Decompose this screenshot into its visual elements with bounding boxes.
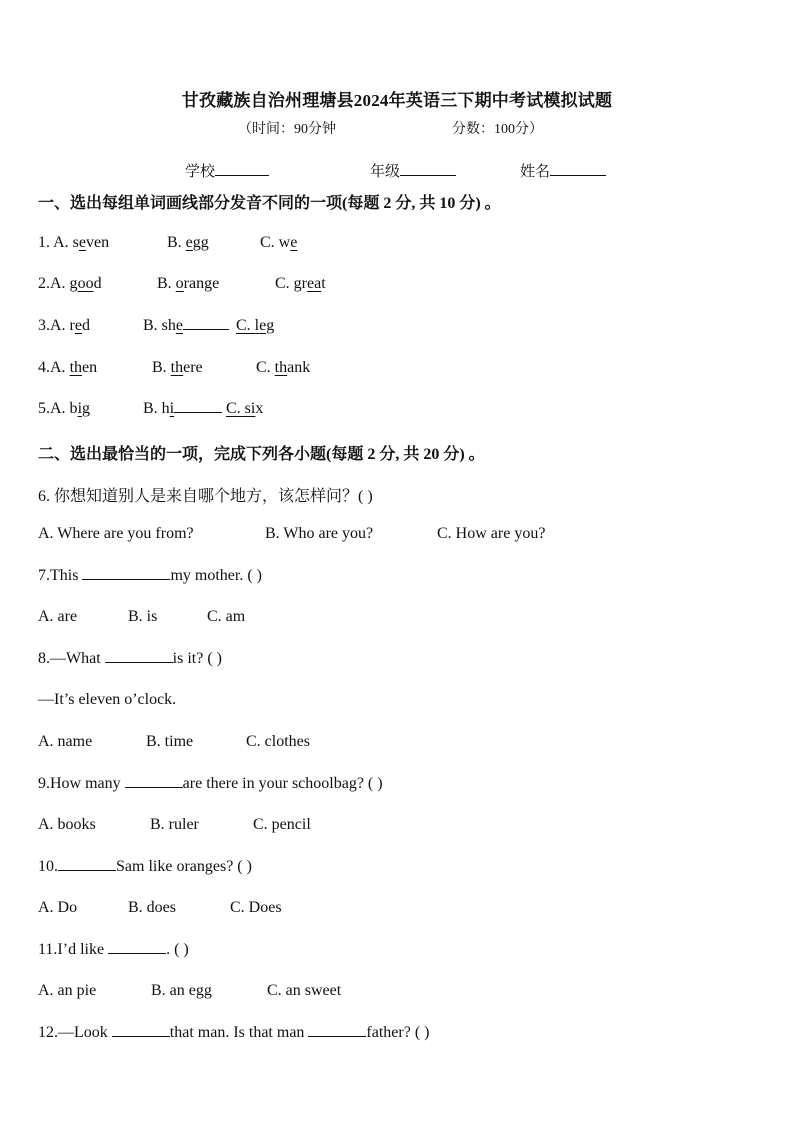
q8-post: is it? ( ) — [172, 650, 222, 667]
q5-gap-line — [174, 400, 222, 413]
q4-b-prefix: B. — [152, 359, 171, 376]
question-4-c — [256, 359, 310, 377]
q12-blank-1 — [112, 1024, 170, 1037]
q8-pre: 8.—What — [38, 650, 105, 667]
question-9-option-a: A. books — [38, 816, 96, 833]
question-3-b — [143, 317, 229, 335]
q5-a-underlined: i — [77, 400, 83, 417]
q2-a-underlined: oo — [77, 275, 94, 292]
question-3-c — [236, 317, 274, 335]
question-7-option-c: C. am — [207, 608, 246, 625]
q5-c-prefix: C. s — [226, 400, 251, 417]
question-11-option-c: C. an sweet — [267, 982, 342, 999]
grade-blank — [400, 161, 456, 176]
q5-prefix: 5.A. b — [38, 400, 78, 417]
q10-post: Sam like oranges? ( ) — [116, 858, 252, 875]
q2-c-rest: t — [321, 275, 326, 292]
q4-a-underlined: th — [69, 359, 83, 376]
question-9-option-b: B. ruler — [150, 816, 199, 833]
q2-b-underlined: o — [175, 275, 184, 292]
q11-post: . ( ) — [166, 941, 189, 958]
q1-a-rest: ven — [86, 234, 110, 251]
q5-b-prefix: B. h — [143, 400, 170, 417]
name-blank — [550, 161, 606, 176]
q1-a-underlined: e — [78, 234, 87, 251]
question-12-stem — [38, 1024, 429, 1042]
q2-b-rest: range — [183, 275, 220, 292]
question-7-option-a: A. are — [38, 608, 78, 625]
question-8-option-a: A. name — [38, 733, 93, 750]
school-field — [185, 160, 269, 181]
q4-b-rest: ere — [183, 359, 203, 376]
question-2-a — [38, 275, 102, 293]
question-6-option-b: B. Who are you? — [265, 525, 374, 542]
q2-a-rest: d — [93, 275, 102, 292]
question-10-stem — [38, 858, 252, 876]
page-title: 甘孜藏族自治州理塘县2024年英语三下期中考试模拟试题 — [181, 91, 613, 110]
question-8-stem — [38, 650, 222, 668]
q2-b-prefix: B. — [157, 275, 176, 292]
q3-b-prefix: B. sh — [143, 317, 176, 334]
q10-blank — [58, 858, 116, 871]
q12-pre: 12.—Look — [38, 1024, 112, 1041]
question-4-a — [38, 359, 97, 377]
grade-field — [370, 160, 456, 181]
question-1-b — [167, 234, 209, 252]
q3-gap-line — [183, 317, 229, 330]
q4-c-prefix: C. — [256, 359, 275, 376]
q1-b-rest: gg — [192, 234, 209, 251]
q12-mid: that man. Is that man — [169, 1024, 309, 1041]
q2-c-prefix: C. gr — [275, 275, 307, 292]
q8-blank — [105, 650, 173, 663]
q11-pre: 11.I’d like — [38, 941, 109, 958]
school-label: 学校 — [185, 164, 216, 180]
question-6-stem: 6. 你想知道别人是来自哪个地方，该怎样问？( ) — [38, 488, 373, 505]
q5-c-underlined: i — [250, 400, 256, 417]
q1-c-prefix: C. w — [260, 234, 291, 251]
q3-a-rest: d — [82, 317, 90, 334]
question-9-option-c: C. pencil — [253, 816, 311, 833]
school-blank — [215, 161, 269, 176]
question-11-option-a: A. an pie — [38, 982, 97, 999]
question-1-c — [260, 234, 297, 252]
question-3-a — [38, 317, 90, 335]
q3-prefix: 3.A. r — [38, 317, 75, 334]
question-5-c — [226, 400, 263, 418]
q7-pre: 7.This — [38, 567, 83, 584]
q11-blank — [108, 941, 166, 954]
q4-a-rest: en — [82, 359, 98, 376]
name-label: 姓名 — [520, 164, 551, 180]
q4-b-underlined: th — [170, 359, 184, 376]
question-5-b — [143, 400, 222, 418]
question-7-stem — [38, 567, 262, 585]
question-11-stem — [38, 941, 189, 959]
q5-a-rest: g — [82, 400, 91, 417]
q4-c-underlined: th — [274, 359, 288, 376]
question-10-option-b: B. does — [128, 899, 176, 916]
name-field — [520, 160, 606, 181]
q9-pre: 9.How many — [38, 775, 125, 792]
q5-b-underlined: i — [169, 400, 175, 417]
question-8-reply: —It’s eleven o’clock. — [38, 691, 177, 708]
question-8-option-b: B. time — [146, 733, 194, 750]
q12-blank-2 — [308, 1024, 366, 1037]
q3-c-rest: g — [266, 317, 275, 334]
q3-c-underlined: e — [259, 317, 267, 334]
q7-blank — [82, 567, 170, 580]
question-9-stem — [38, 775, 383, 793]
q1-b-underlined: e — [185, 234, 193, 251]
q2-c-underlined: ea — [307, 275, 322, 292]
exam-time: （时间：90分钟 — [238, 122, 336, 137]
exam-score: 分数：100分） — [452, 122, 543, 137]
q9-post: are there in your schoolbag? ( ) — [182, 775, 383, 792]
q1-b-prefix: B. — [167, 234, 186, 251]
question-6-option-a: A. Where are you from? — [38, 525, 194, 542]
question-8-option-c: C. clothes — [246, 733, 310, 750]
q1-c-underlined: e — [290, 234, 298, 251]
question-5-a — [38, 400, 90, 418]
question-2-b — [157, 275, 219, 293]
q3-a-underlined: e — [74, 317, 82, 334]
q10-pre: 10. — [38, 858, 58, 875]
section2-heading: 二、选出最恰当的一项，完成下列各小题(每题 2 分, 共 20 分) 。 — [38, 446, 485, 463]
grade-label: 年级 — [370, 164, 401, 180]
question-6-option-c: C. How are you? — [437, 525, 546, 542]
question-7-option-b: B. is — [128, 608, 158, 625]
q3-c-prefix: C. l — [236, 317, 260, 334]
question-2-c — [275, 275, 326, 293]
q4-prefix: 4.A. — [38, 359, 70, 376]
q7-post: my mother. ( ) — [170, 567, 262, 584]
q1-prefix: 1. A. s — [38, 234, 79, 251]
question-1-a — [38, 234, 109, 252]
question-11-option-b: B. an egg — [151, 982, 212, 999]
q4-c-rest: ank — [287, 359, 311, 376]
q12-post: father? ( ) — [366, 1024, 430, 1041]
question-10-option-a: A. Do — [38, 899, 78, 916]
question-10-option-c: C. Does — [230, 899, 282, 916]
q2-prefix: 2.A. g — [38, 275, 78, 292]
q5-c-rest: x — [255, 400, 264, 417]
section1-heading: 一、选出每组单词画线部分发音不同的一项(每题 2 分, 共 10 分) 。 — [38, 195, 501, 212]
q3-b-underlined: e — [175, 317, 184, 334]
question-4-b — [152, 359, 203, 377]
q9-blank — [125, 775, 183, 788]
